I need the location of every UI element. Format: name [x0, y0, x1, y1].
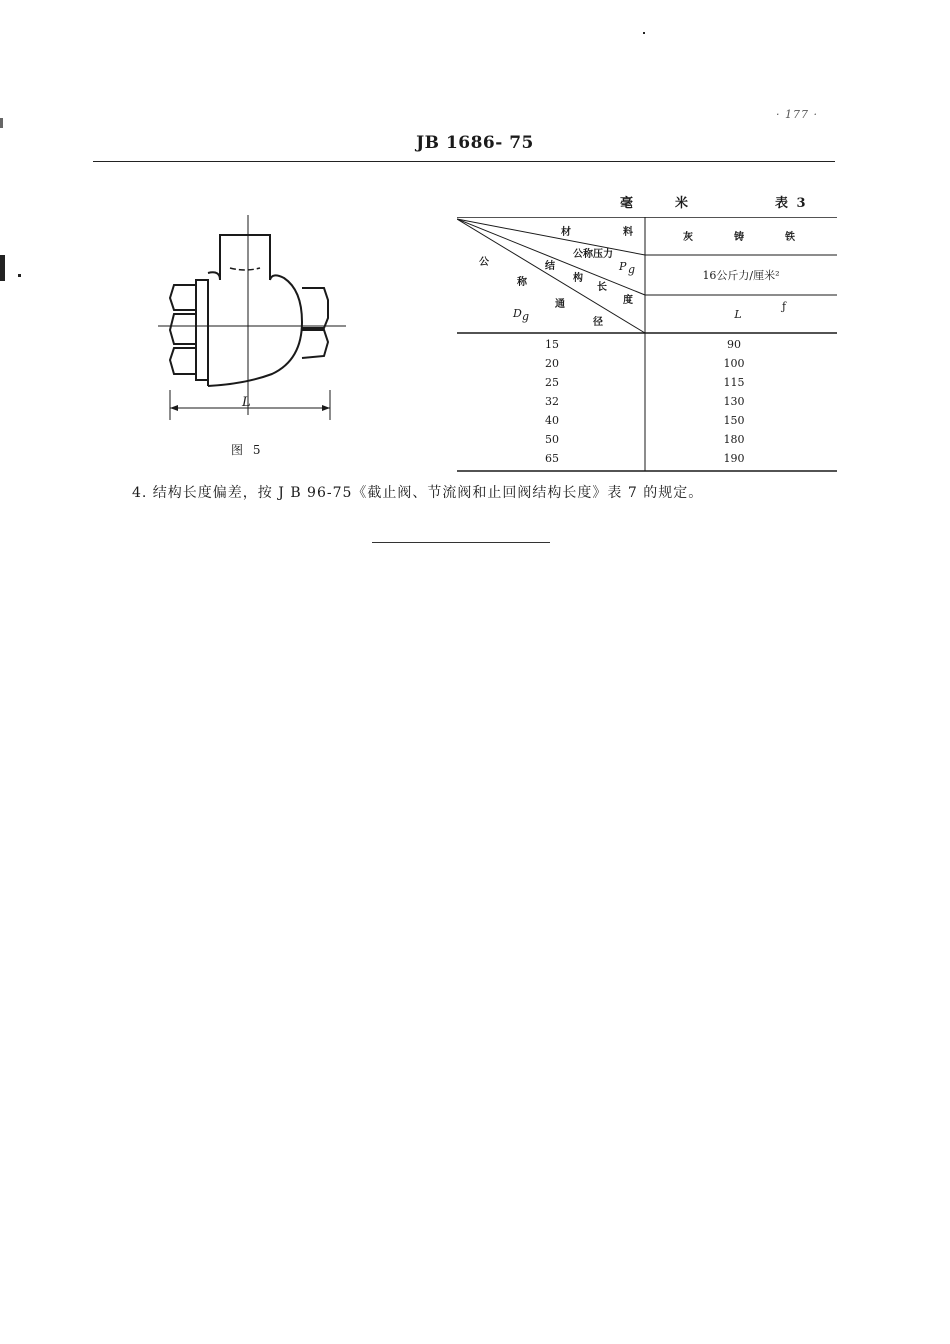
figure-caption: 图 5 — [231, 443, 264, 457]
cell-length: 115 — [723, 376, 745, 389]
scan-mark — [0, 118, 3, 128]
svg-text:径: 径 — [593, 317, 603, 328]
cell-length: 100 — [723, 357, 745, 370]
svg-text:公: 公 — [479, 257, 489, 268]
table-number: 表 3 — [775, 196, 808, 211]
svg-text:结: 结 — [545, 261, 555, 272]
pressure-label: 公称压力 — [573, 249, 613, 260]
svg-text:灰: 灰 — [683, 232, 693, 243]
svg-text:P: P — [619, 260, 627, 273]
svg-text:料: 料 — [623, 227, 633, 238]
svg-text:通: 通 — [555, 299, 565, 310]
svg-text:ƒ: ƒ — [782, 300, 787, 313]
svg-text:g: g — [628, 263, 636, 276]
cell-length: 90 — [727, 338, 741, 351]
svg-text:g: g — [522, 310, 530, 323]
structural-length-table — [457, 217, 837, 473]
svg-text:度: 度 — [623, 295, 633, 306]
header-rule — [93, 161, 835, 162]
end-rule — [372, 542, 550, 543]
page-number: · 177 · — [776, 108, 818, 121]
cell-length: 180 — [723, 433, 745, 446]
valve-drawing — [150, 210, 350, 425]
cell-length: 190 — [723, 452, 745, 465]
cell-dn: 65 — [545, 452, 559, 465]
svg-text:铁: 铁 — [785, 232, 795, 243]
svg-text:长: 长 — [597, 282, 607, 293]
cell-length: 130 — [723, 395, 745, 408]
svg-text:材: 材 — [561, 227, 571, 238]
note-paragraph: 4. 结构长度偏差，按 J B 96-75《截止阀、节流阀和止回阀结构长度》表 7 的规定。 — [132, 485, 704, 501]
cell-dn: 40 — [545, 414, 559, 427]
cell-dn: 15 — [545, 338, 559, 351]
dimension-label-L: L — [242, 395, 251, 410]
svg-text:D: D — [513, 307, 522, 320]
scan-mark — [0, 255, 5, 281]
svg-text:构: 构 — [573, 273, 583, 284]
svg-text:铸: 铸 — [734, 232, 744, 243]
scan-mark — [18, 274, 21, 277]
cell-dn: 50 — [545, 433, 559, 446]
table-unit: 毫 米 — [620, 196, 691, 211]
pressure-value: 16公斤力/厘米² — [702, 269, 780, 282]
length-symbol: L — [734, 308, 742, 321]
svg-text:称: 称 — [517, 277, 527, 288]
cell-dn: 32 — [545, 395, 559, 408]
document-code: JB 1686- 75 — [416, 133, 534, 153]
cell-dn: 25 — [545, 376, 559, 389]
cell-length: 150 — [723, 414, 745, 427]
scan-mark — [643, 32, 645, 34]
cell-dn: 20 — [545, 357, 559, 370]
